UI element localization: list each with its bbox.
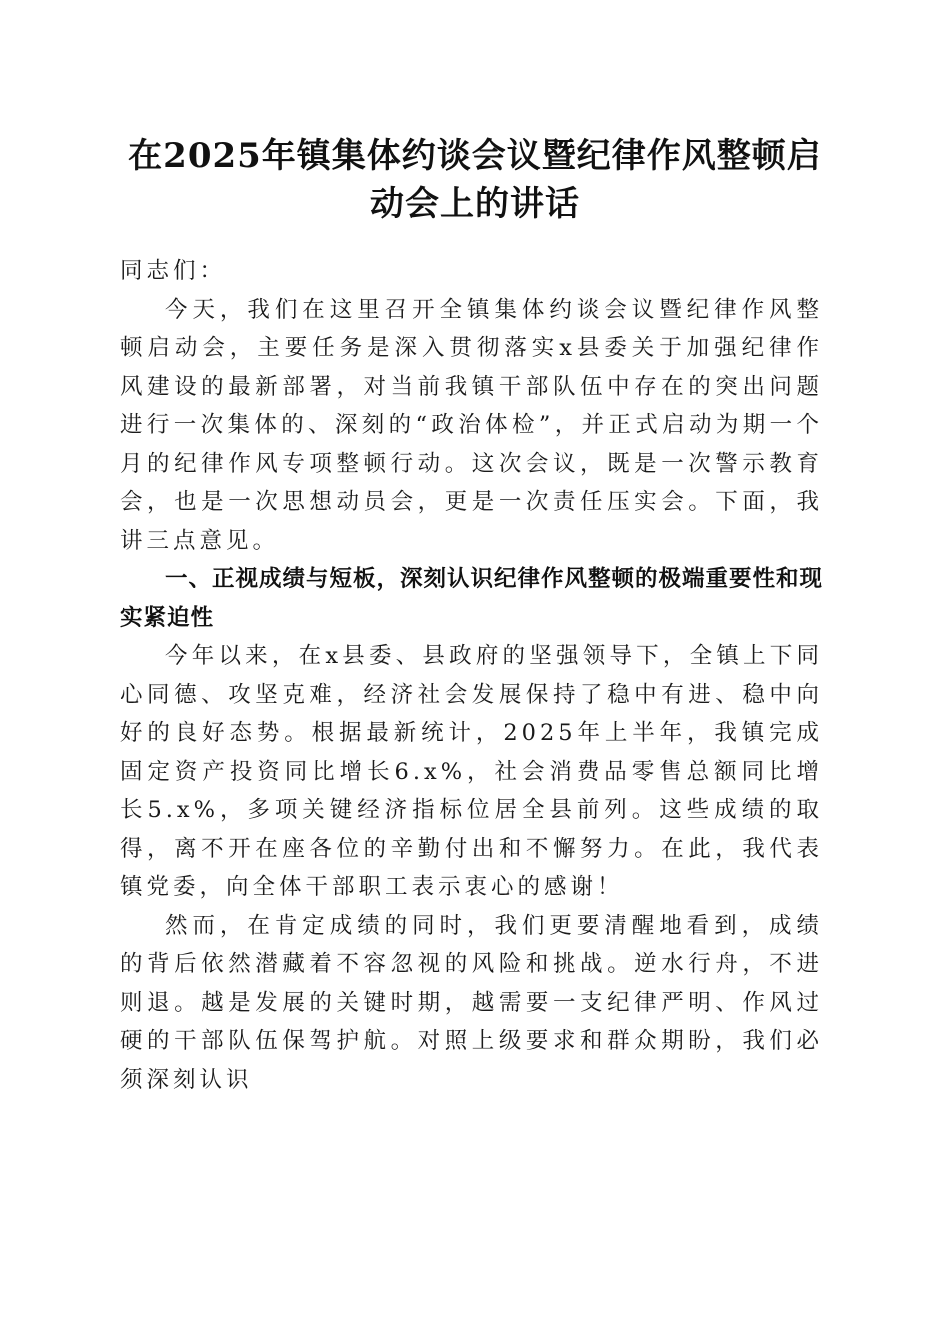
salutation: 同志们： bbox=[120, 258, 227, 284]
section-heading-1: 一、正视成绩与短板，深刻认识纪律作风整顿的极端重要性和现实紧迫性 bbox=[120, 566, 824, 631]
document-body bbox=[120, 252, 823, 1099]
section-1-paragraph-2: 然而，在肯定成绩的同时，我们更要清醒地看到，成绩的背后依然潜藏着不容忽视的风险和挑战。逆水行舟，不进则退。越是发展的关键时期，越需要一支纪律严明、作风过硬的干部队伍保驾护航。对照上级要求和群众期盼，我们必须深刻认识 bbox=[120, 912, 823, 1093]
section-1-paragraph-1: 今年以来，在x县委、县政府的坚强领导下，全镇上下同心同德、攻坚克难，经济社会发展保持了稳中有进、稳中向好的良好态势。根据最新统计，2025年上半年，我镇完成固定资产投资同比增长6.x%，社会消费品零售总额同比增长5.x%，多项关键经济指标位居全县前列。这些成绩的取得，离不开在座各位的辛勤付出和不懈努力。在此，我代表镇党委，向全体干部职工表示衷心的感谢！ bbox=[120, 643, 823, 900]
opening-paragraph: 今天，我们在这里召开全镇集体约谈会议暨纪律作风整顿启动会，主要任务是深入贯彻落实x县委关于加强纪律作风建设的最新部署，对当前我镇干部队伍中存在的突出问题进行一次集体的、深刻的“政治体检”，并正式启动为期一个月的纪律作风专项整顿行动。这次会议，既是一次警示教育会，也是一次思想动员会，更是一次责任压实会。下面，我讲三点意见。 bbox=[120, 296, 823, 554]
document-title: 在2025年镇集体约谈会议暨纪律作风整顿启动会上的讲话 bbox=[128, 136, 822, 224]
